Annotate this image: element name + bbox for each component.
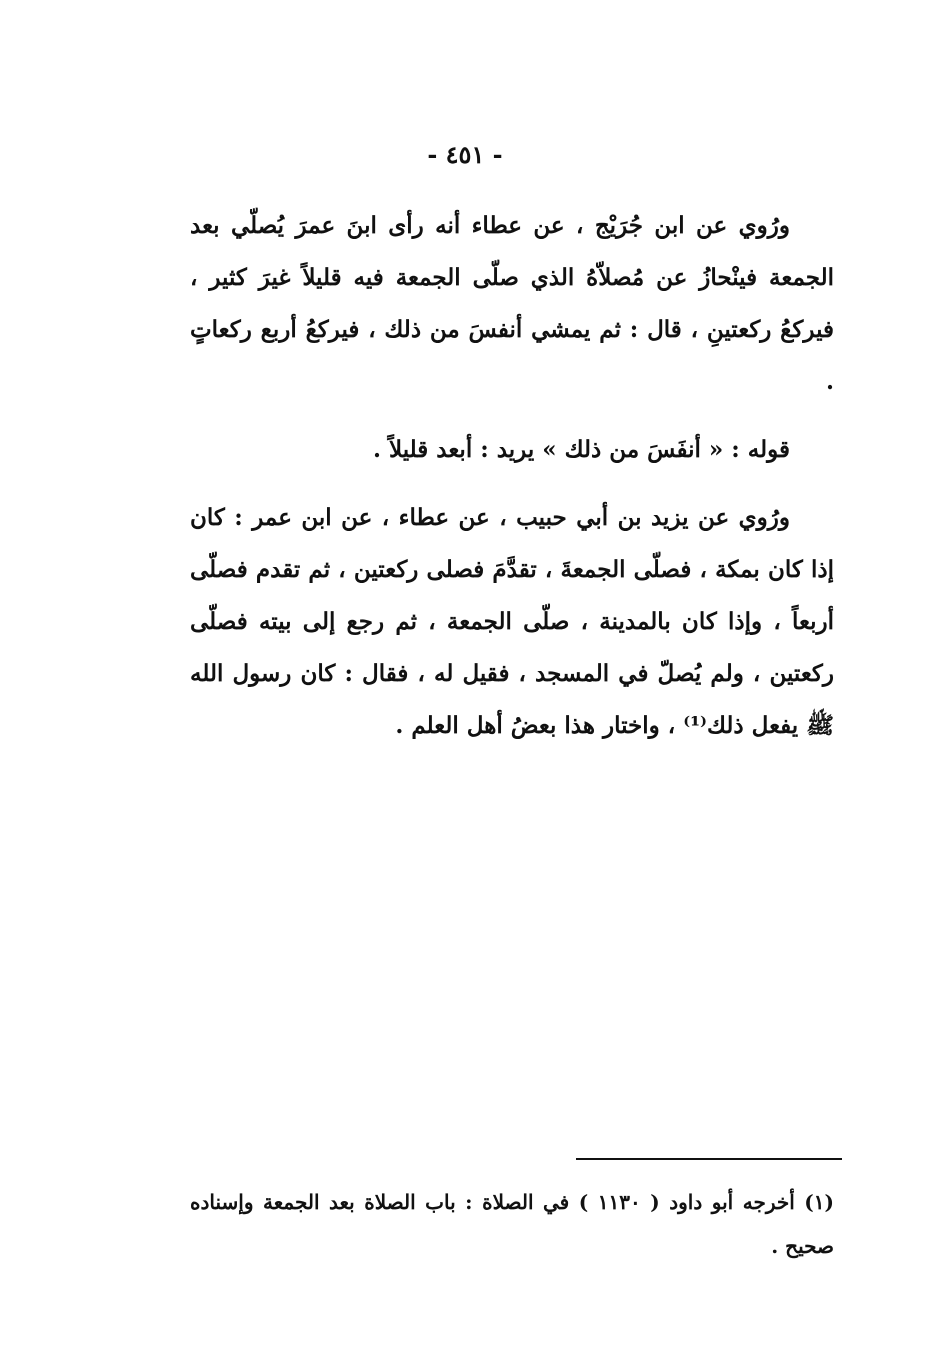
main-text bbox=[190, 200, 834, 768]
footnote-text: (١) أخرجه أبو داود ( ١١٣٠ ) في الصلاة : باب الصلاة بعد الجمعة وإسناده صحيح . bbox=[190, 1190, 834, 1258]
paragraph-1: ورُوي عن ابن جُرَيْج ، عن عطاء أنه رأى ابنَ عمرَ يُصلّي بعد الجمعة فينْحازُ عن مُصلاّهُ الذي صلّى الجمعة فيه قليلاً غيرَ كثير ، فيركعُ ركعتينِ ، قال : ثم يمشي أنفسَ من ذلك ، فيركعُ أربع ركعاتٍ . bbox=[190, 212, 835, 395]
page-number: - ٤٥١ - bbox=[427, 140, 503, 169]
footnote-divider bbox=[576, 1158, 842, 1160]
paragraph-3: ورُوي عن يزيد بن أبي حبيب ، عن عطاء ، عن ابن عمر : كان إذا كان بمكة ، فصلّى الجمعةَ ، تقدَّمَ فصلى ركعتين ، ثم تقدم فصلّى أربعاً ، وإذا كان بالمدينة ، صلّى الجمعة ، ثم رجع إلى بيته فصلّى ركعتين ، ولم يُصلّ في المسجد ، فقيل له ، فقال : كان رسول الله ﷺ يفعل ذلك⁽¹⁾ ، واختار هذا بعضُ أهل العلم . bbox=[190, 504, 834, 739]
footnote bbox=[190, 1180, 834, 1268]
paragraph-2: قوله : « أنفَسَ من ذلك » يريد : أبعد قليلاً . bbox=[372, 436, 790, 463]
